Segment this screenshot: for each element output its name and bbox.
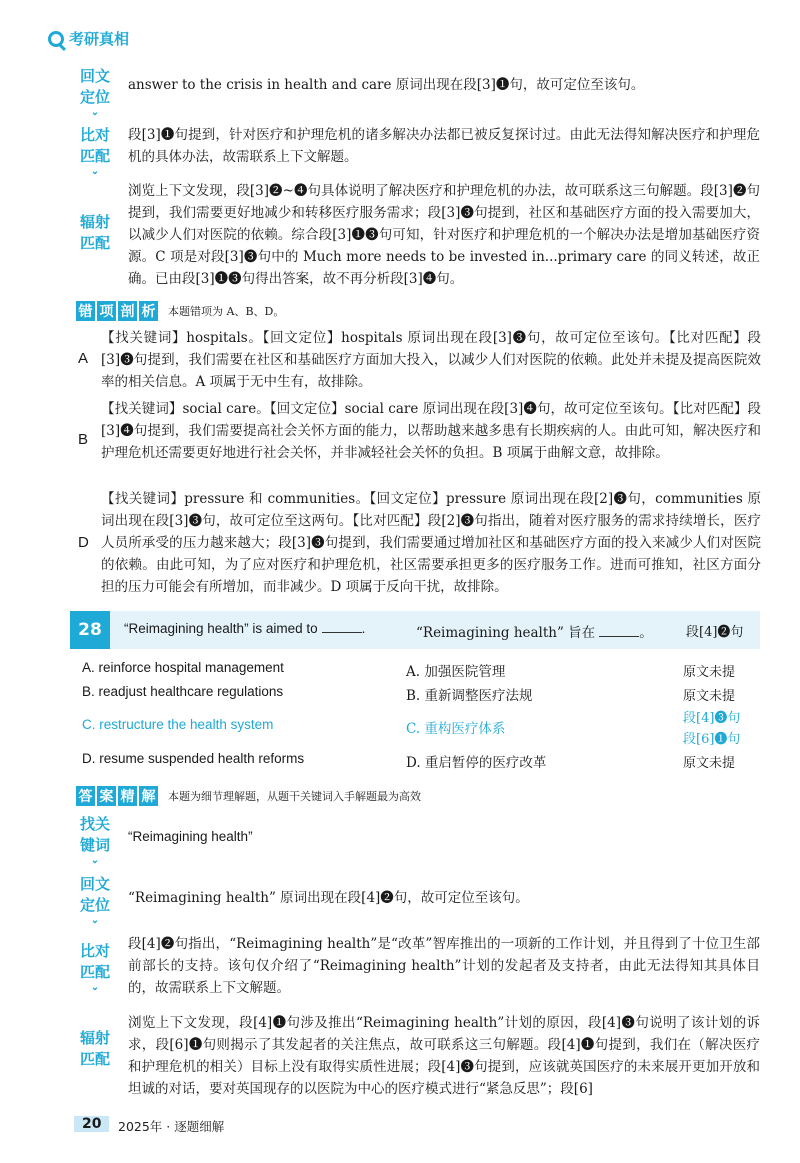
- brand-title: 考研真相: [69, 30, 130, 48]
- sec1-huiwen-text: answer to the crisis in health and care 原词出现在段[3]❶句，故可定位至该句。: [128, 77, 645, 93]
- brand-header: [48, 28, 129, 49]
- label-fushe-pipei: 辐射 匹配: [79, 213, 110, 252]
- banner-chip: 剖: [118, 301, 137, 321]
- label-zhao-guanjianci: 找关 键词 ⌄: [74, 814, 116, 866]
- chevron-down-icon: ⌄: [90, 166, 100, 177]
- search-icon: [48, 31, 64, 47]
- banner-chip: 错: [76, 301, 95, 321]
- label-bidui-pipei: 比对 匹配 ⌄: [74, 941, 116, 993]
- option-cn: D. 重启暂停的医疗改革: [406, 755, 547, 771]
- label-bidui-pipei: 比对 匹配 ⌄: [74, 125, 116, 177]
- error-letter: A: [78, 350, 89, 367]
- option-en: B. readjust healthcare regulations: [82, 684, 284, 699]
- label-huiwen-dingwei: 回文 定位 ⌄: [74, 66, 116, 118]
- page-number: 20: [74, 1116, 109, 1132]
- banner-chip: 析: [139, 301, 158, 321]
- sec1-fushe-text: 浏览上下文发现，段[3]❷~❹句具体说明了解决医疗和护理危机的办法，故可联系这三句解题。段[3]❷句提到，我们需要更好地减少和转移医疗服务需求；段[3]❸句提到，社区和基础医疗方面的投入需要加大，以减少人们对医院的依赖。综合段[3]❶❸句可知，针对医疗和护理危机的一个解决办法是增加基础医疗资源。C 项是对段[3]❸句中的 Much more needs to be invested in...primary care 的同义转述，故正确。已由段[3]❶❸句得出答案，故不再分析段[3]❹句。: [128, 183, 760, 287]
- option-cn: B. 重新调整医疗法规: [406, 688, 533, 704]
- option-en-correct: C. restructure the health system: [82, 717, 274, 732]
- chevron-down-icon: ⌄: [90, 855, 100, 866]
- banner-chip: 案: [97, 786, 116, 806]
- label-huiwen-dingwei: 回文 定位 ⌄: [74, 874, 116, 926]
- banner-note: 本题错项为 A、B、D。: [168, 305, 285, 318]
- error-letter: D: [78, 534, 89, 551]
- banner-chip: 项: [97, 301, 116, 321]
- question-number: 28: [70, 611, 110, 649]
- question-en: “Reimagining health” is aimed to .: [124, 621, 366, 636]
- sec2-bidui-text: 段[4]❷句指出，“Reimagining health”是“改革”智库推出的一项新的工作计划，并且得到了十位卫生部前部长的支持。该句仅介绍了“Reimagining health”计划的发起者及支持者，由此无法得知其具体目的，故需联系上下文解题。: [128, 936, 760, 996]
- sec2-huiwen-text: “Reimagining health” 原词出现在段[4]❷句，故可定位至该句。: [128, 890, 529, 906]
- chevron-down-icon: ⌄: [90, 107, 100, 118]
- answer-analysis-banner: [76, 786, 421, 806]
- error-text: 【找关键词】hospitals。【回文定位】hospitals 原词出现在段[3]❸句，故可定位至该句。【比对匹配】段[3]❸句提到，我们需要在社区和基础医疗方面加大投入，以减少人们对医院的依赖。此处并未提及提高医院效率的相关信息。A 项属于无中生有，故排除。: [101, 330, 761, 390]
- option-status: 原文未提: [683, 689, 736, 704]
- banner-chip: 解: [139, 786, 158, 806]
- chevron-down-icon: ⌄: [90, 915, 100, 926]
- option-status: 原文未提: [683, 756, 736, 771]
- question-cn: “Reimagining health” 旨在 。: [416, 625, 653, 641]
- chevron-down-icon: ⌄: [90, 982, 100, 993]
- error-text: 【找关键词】social care。【回文定位】social care 原词出现在段[3]❹句，故可定位至该句。【比对匹配】段[3]❹句提到，我们需要提高社会关怀方面的能力，以帮助越来越多患有长期疾病的人。由此可知，解决医疗和护理危机还需要更好地进行社会关怀，并非减轻社会关怀的负担。B 项属于曲解文意，故排除。: [101, 401, 761, 461]
- sec1-bidui-text: 段[3]❶句提到，针对医疗和护理危机的诸多解决办法都已被反复探讨过。由此无法得知解决医疗和护理危机的具体办法，故需联系上下文解题。: [128, 127, 760, 165]
- option-cn-correct: C. 重构医疗体系: [406, 721, 506, 737]
- option-status-correct: 段[4]❸句 段[6]❶句: [683, 711, 741, 747]
- option-en: A. reinforce hospital management: [82, 660, 284, 675]
- banner-note: 本题为细节理解题，从题干关键词入手解题最为高效: [168, 790, 421, 803]
- error-analysis-banner: [76, 301, 284, 321]
- label-fushe-pipei: 辐射 匹配: [79, 1029, 110, 1068]
- banner-chip: 答: [76, 786, 95, 806]
- error-letter: B: [78, 431, 89, 448]
- footer-text: 2025年 · 逐题细解: [118, 1119, 225, 1134]
- option-cn: A. 加强医院管理: [406, 664, 506, 680]
- error-text: 【找关键词】pressure 和 communities。【回文定位】pressure 原词出现在段[2]❸句，communities 原词出现在段[3]❸句，故可定位至这两句。【比对匹配】段[2]❸句指出，随着对医疗服务的需求持续增长，医疗人员所承受的压力越来越大；段[3]❸句提到，我们需要通过增加社区和基础医疗方面的投入来减少人们对医院的依赖。由此可知，为了应对医疗和护理危机，社区需要承担更多的医疗服务工作。进而可推知，社区方面分担的压力可能会有所增加，而非减少。D 项属于反向干扰，故排除。: [101, 491, 761, 595]
- banner-chip: 精: [118, 786, 137, 806]
- sec2-fushe-text: 浏览上下文发现，段[4]❶句涉及推出“Reimagining health”计划的原因，段[4]❸句说明了该计划的诉求，段[6]❶句则揭示了其发起者的关注焦点，故可联系这三句解题。段[4]❶句提到，我们在（解决医疗和护理危机的相关）目标上没有取得实质性进展；段[4]❸句提到，应该就英国医疗的未来展开更加开放和坦诚的对话，要对英国现存的以医院为中心的医疗模式进行“紧急反思”；段[6]: [128, 1015, 760, 1097]
- sec2-keyword-text: “Reimagining health”: [128, 829, 253, 844]
- option-en: D. resume suspended health reforms: [82, 751, 305, 766]
- option-status: 原文未提: [683, 665, 736, 680]
- question-location: 段[4]❷句: [686, 625, 744, 640]
